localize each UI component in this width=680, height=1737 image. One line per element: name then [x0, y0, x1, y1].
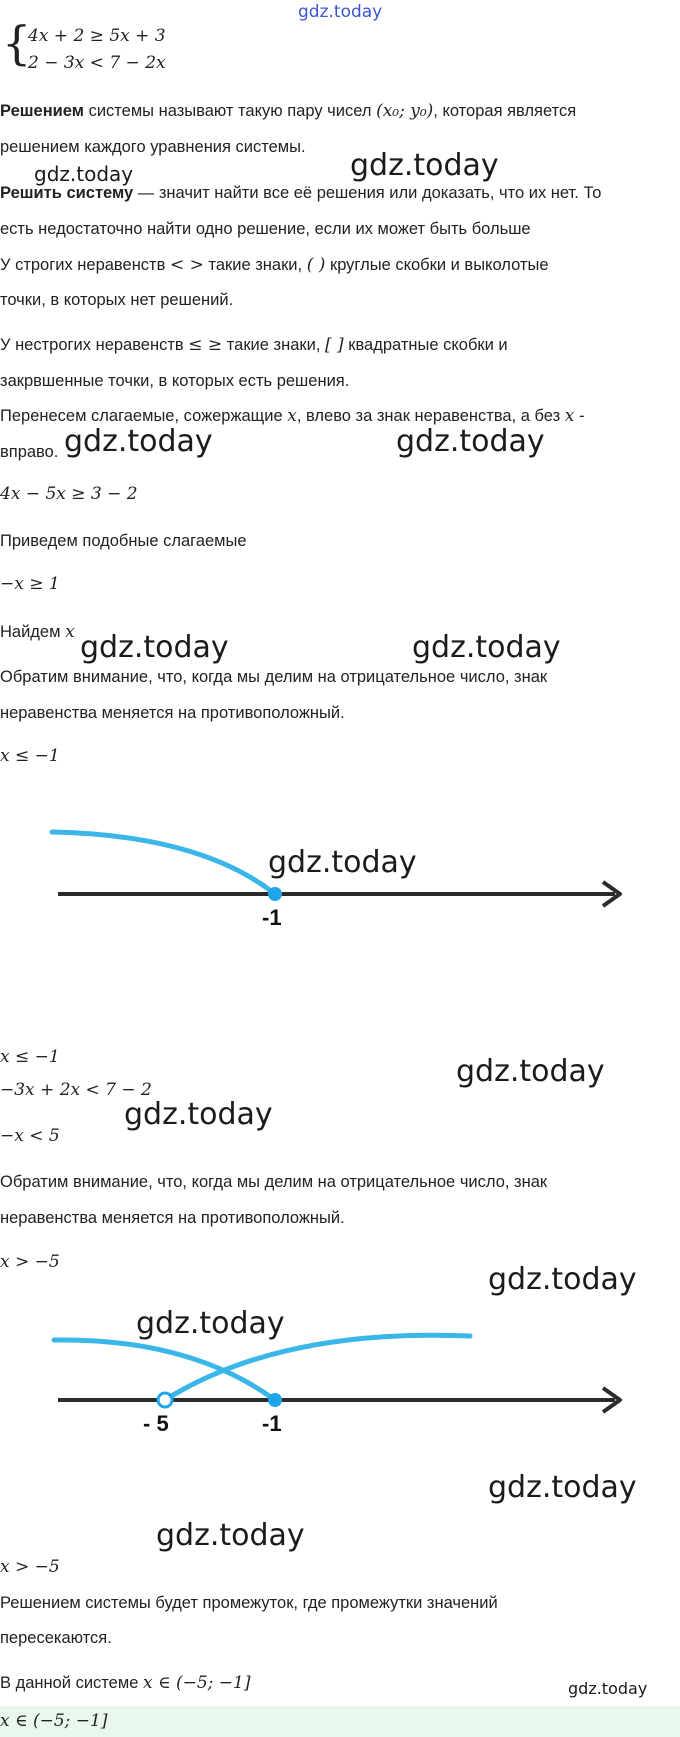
- answer-box: [0, 1706, 680, 1737]
- result-2: x > −5: [0, 1252, 60, 1272]
- watermark: gdz.today: [350, 148, 499, 183]
- step-move: [0, 406, 584, 426]
- nonstrict-rule: [0, 335, 508, 355]
- strict-brackets: ( ): [306, 255, 326, 275]
- strict-rule-cont: точки, в которых нет решений.: [0, 291, 234, 309]
- result-1: x ≤ −1: [0, 746, 60, 766]
- definition-solution: [0, 101, 576, 121]
- watermark: gdz.today: [412, 630, 561, 665]
- variable-x: x: [65, 622, 75, 642]
- step-move-text-2: , влево за знак неравенства, а без: [296, 407, 561, 425]
- watermark-top: gdz.today: [298, 2, 383, 22]
- nonstrict-signs: ≤ ≥: [188, 335, 223, 355]
- watermark: gdz.today: [64, 424, 213, 459]
- equation-2: −x ≥ 1: [0, 574, 60, 594]
- strict-rule-text: У строгих неравенств: [0, 256, 166, 274]
- term-solve: Решить систему: [0, 184, 134, 202]
- point-label: -1: [262, 905, 282, 930]
- result-2-repeat: x > −5: [0, 1557, 60, 1577]
- system-line-2: 2 − 3x < 7 − 2x: [28, 53, 166, 73]
- watermark: gdz.today: [136, 1306, 285, 1341]
- watermark: gdz.today: [488, 1470, 637, 1505]
- final-statement-text: В данной системе: [0, 1674, 139, 1692]
- note-negative-division: Обратим внимание, что, когда мы делим на отрицательное число, знак: [0, 668, 548, 686]
- answer: x ∈ (−5; −1]: [0, 1711, 108, 1731]
- step-move-cont: вправо.: [0, 443, 59, 461]
- closed-point: [268, 887, 282, 901]
- nonstrict-rule-text: У нестрогих неравенств: [0, 336, 184, 354]
- conclusion: Решением системы будет промежуток, где промежутки значений: [0, 1594, 498, 1612]
- solution-pair: (x₀; y₀): [376, 101, 434, 121]
- nonstrict-brackets: [ ]: [324, 335, 344, 355]
- note-negative-division-2-cont: неравенства меняется на противоположный.: [0, 1209, 345, 1227]
- strict-signs: < >: [169, 255, 204, 275]
- number-line-2: [0, 1320, 680, 1440]
- closed-point: [268, 1393, 282, 1407]
- arc-x-le-minus1: [54, 1340, 275, 1400]
- watermark: gdz.today: [124, 1097, 273, 1132]
- watermark: gdz.today: [80, 630, 229, 665]
- note-negative-division-2: Обратим внимание, что, когда мы делим на отрицательное число, знак: [0, 1173, 548, 1191]
- watermark: gdz.today: [456, 1054, 605, 1089]
- step-find: [0, 622, 75, 642]
- final-interval: x ∈ (−5; −1]: [142, 1673, 251, 1693]
- step-move-text-3: -: [574, 407, 585, 425]
- watermark: gdz.today: [268, 845, 417, 880]
- final-statement: [0, 1673, 250, 1693]
- label-minus1: -1: [262, 1411, 282, 1436]
- definition-solve-cont: есть недостаточно найти одно решение, если их может быть больше: [0, 220, 531, 238]
- solution-arc: [52, 832, 275, 894]
- equation-3: −3x + 2x < 7 − 2: [0, 1080, 152, 1100]
- open-point: [158, 1393, 172, 1407]
- strict-rule: [0, 255, 549, 275]
- variable-x: x: [287, 406, 297, 426]
- equation-4: −x < 5: [0, 1126, 60, 1146]
- conclusion-cont: пересекаются.: [0, 1629, 112, 1647]
- step-find-text: Найдем: [0, 623, 61, 641]
- result-1-repeat: x ≤ −1: [0, 1047, 60, 1067]
- note-negative-division-cont: неравенства меняется на противоположный.: [0, 704, 345, 722]
- watermark: gdz.today: [488, 1262, 637, 1297]
- strict-rule-text-3: круглые скобки и выколотые: [329, 256, 549, 274]
- system-brace: {: [2, 16, 32, 70]
- strict-rule-text-2: такие знаки,: [208, 256, 303, 274]
- definition-solve: [0, 183, 601, 203]
- definition-solve-text: — значит найти все её решения или доказать, что их нет. То: [133, 184, 602, 202]
- variable-x: x: [564, 406, 575, 426]
- step-move-text: Перенесем слагаемые, сожержащие: [0, 407, 283, 425]
- nonstrict-rule-text-2: такие знаки,: [226, 336, 321, 354]
- definition-solution-cont: решением каждого уравнения системы.: [0, 138, 306, 156]
- definition-solution-text: системы называют такую пару чисел: [83, 102, 377, 120]
- term-solution: Решением: [0, 102, 84, 120]
- equation-1: 4x − 5x ≥ 3 − 2: [0, 484, 138, 504]
- watermark: gdz.today: [568, 1679, 648, 1698]
- system-line-1: 4x + 2 ≥ 5x + 3: [28, 26, 166, 46]
- watermark: gdz.today: [396, 424, 545, 459]
- definition-solution-text-end: , которая является: [433, 102, 577, 120]
- step-similar: Приведем подобные слагаемые: [0, 532, 247, 550]
- label-minus5: - 5: [143, 1411, 169, 1436]
- nonstrict-rule-cont: закрвшенные точки, в которых есть решения.: [0, 372, 350, 390]
- watermark: gdz.today: [34, 162, 134, 186]
- watermark: gdz.today: [156, 1518, 305, 1553]
- nonstrict-rule-text-3: квадратные скобки и: [348, 336, 508, 354]
